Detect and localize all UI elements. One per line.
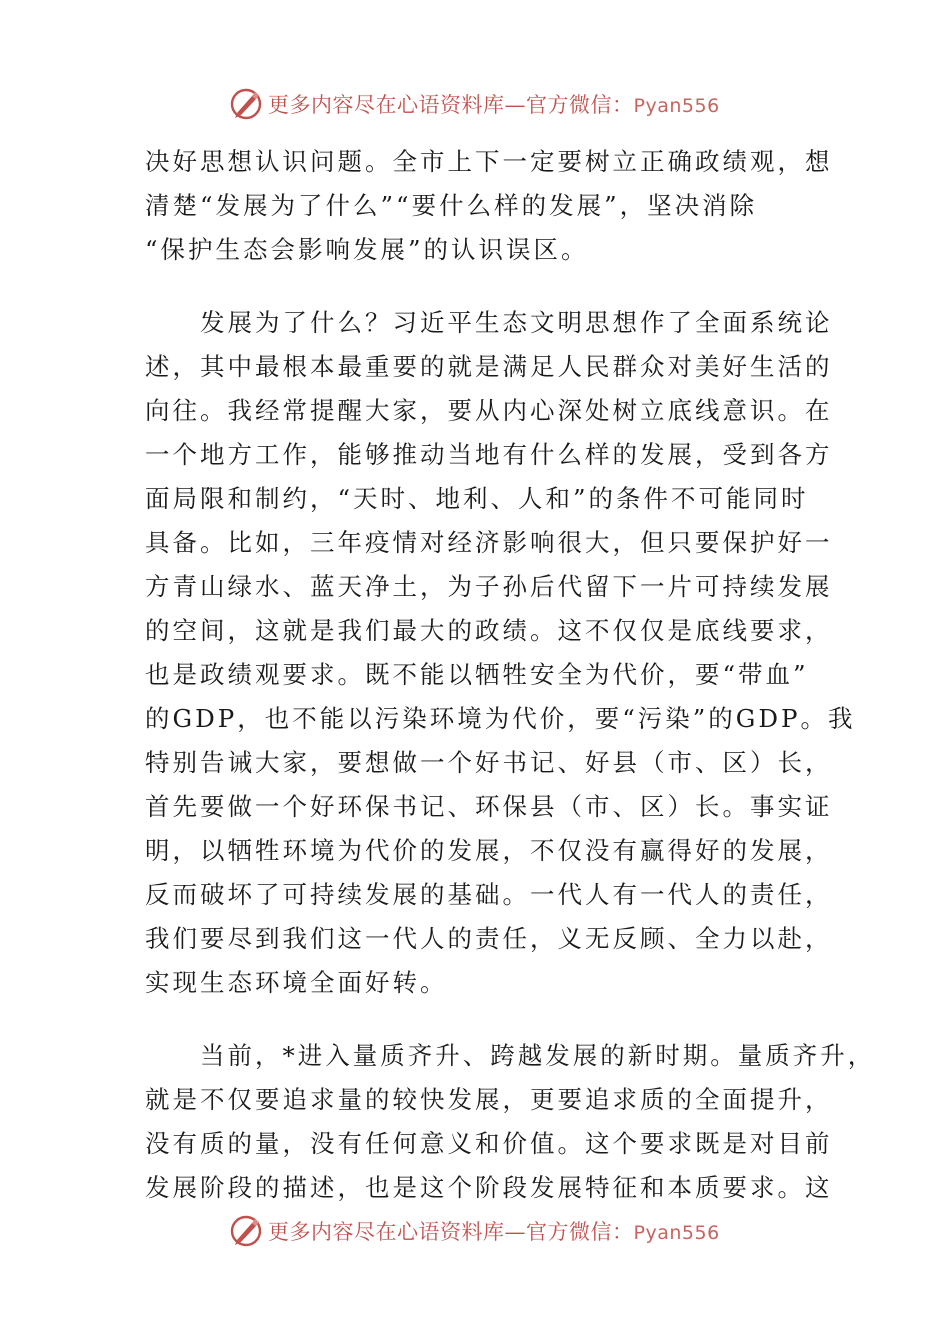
- text-line: 特别告诫大家，要想做一个好书记、好县（市、区）长，: [145, 748, 833, 777]
- paragraph: [145, 140, 833, 272]
- text-line: 实现生态环境全面好转。: [145, 968, 448, 997]
- paragraph: [145, 301, 856, 1005]
- pen-circle-logo-icon: [228, 1213, 264, 1249]
- text-line: 也是政绩观要求。既不能以牺牲安全为代价，要“带血”: [145, 660, 809, 689]
- text-line: 当前，*进入量质齐升、跨越发展的新时期。量质齐升，: [145, 1041, 876, 1070]
- text-line: 发展为了什么？习近平生态文明思想作了全面系统论: [145, 308, 833, 337]
- text-line: 我们要尽到我们这一代人的责任，义无反顾、全力以赴，: [145, 924, 833, 953]
- text-line: 向往。我经常提醒大家，要从内心深处树立底线意识。在: [145, 396, 833, 425]
- document-body: [145, 140, 876, 1210]
- text-line: 没有质的量，没有任何意义和价值。这个要求既是对目前: [145, 1129, 833, 1158]
- text-line: 方青山绿水、蓝天净土，为子孙后代留下一片可持续发展: [145, 572, 833, 601]
- text-line: “保护生态会影响发展”的认识误区。: [145, 235, 589, 264]
- text-line: 清楚“发展为了什么”“要什么样的发展”，坚决消除: [145, 191, 758, 220]
- footer-watermark: [228, 1211, 728, 1251]
- text-line: 明，以牺牲环境为代价的发展，不仅没有赢得好的发展，: [145, 836, 833, 865]
- text-line: 的GDP，也不能以污染环境为代价，要“污染”的GDP。我: [145, 704, 856, 733]
- header-watermark: [228, 84, 728, 124]
- text-line: 反而破坏了可持续发展的基础。一代人有一代人的责任，: [145, 880, 833, 909]
- text-line: 决好思想认识问题。全市上下一定要树立正确政绩观，想: [145, 147, 833, 176]
- text-line: 首先要做一个好环保书记、环保县（市、区）长。事实证: [145, 792, 833, 821]
- text-line: 发展阶段的描述，也是这个阶段发展特征和本质要求。这: [145, 1173, 833, 1202]
- text-line: 一个地方工作，能够推动当地有什么样的发展，受到各方: [145, 440, 833, 469]
- watermark-text: 更多内容尽在心语资料库—官方微信：Pyan556: [268, 1220, 720, 1244]
- pen-circle-logo-icon: [228, 86, 264, 122]
- text-line: 就是不仅要追求量的较快发展，更要追求质的全面提升，: [145, 1085, 833, 1114]
- watermark-text: 更多内容尽在心语资料库—官方微信：Pyan556: [268, 93, 720, 117]
- text-line: 的空间，这就是我们最大的政绩。这不仅仅是底线要求，: [145, 616, 833, 645]
- text-line: 面局限和制约，“天时、地利、人和”的条件不可能同时: [145, 484, 809, 513]
- text-line: 述，其中最根本最重要的就是满足人民群众对美好生活的: [145, 352, 833, 381]
- paragraph: [145, 1034, 876, 1210]
- text-line: 具备。比如，三年疫情对经济影响很大，但只要保护好一: [145, 528, 833, 557]
